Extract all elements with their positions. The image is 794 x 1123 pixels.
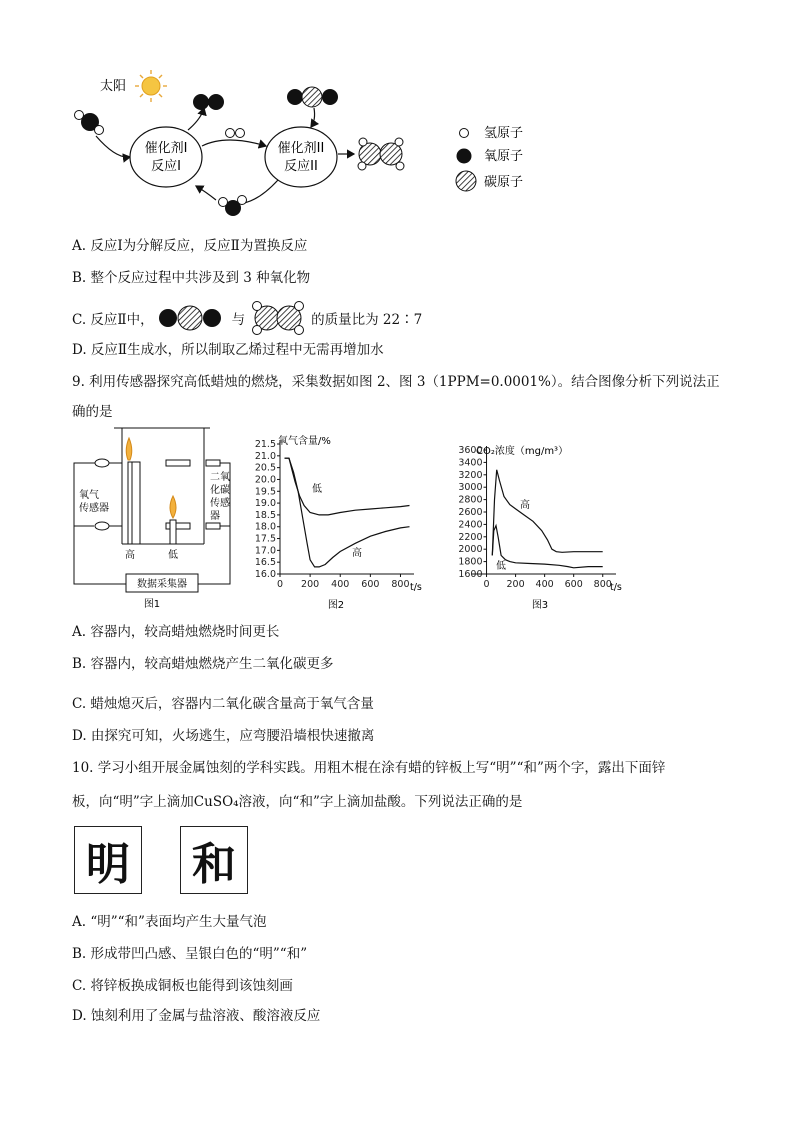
fig2-ylabel: 氧气含量/% [278,436,331,447]
y-tick-label: 19.5 [254,486,276,498]
x-tick-label: 0 [483,579,490,590]
y-tick-label: 18.5 [254,509,276,521]
y-tick-label: 17.5 [254,533,276,545]
reaction-2-label: 反应II [284,159,318,174]
tall-candle-flame-icon [126,438,132,460]
y-tick-label: 21.0 [254,450,276,462]
fig3-caption: 图3 [531,600,549,611]
q8-option-c-suffix: 的质量比为 22∶7 [311,312,423,328]
fig3-ylabel: CO₂浓度（mg/m³） [476,446,569,457]
y-tick-label: 3400 [458,457,483,469]
catalyst-1-label: 催化剂I [144,141,188,156]
oxygen-legend-icon [457,149,472,164]
high-candle-label: 高 [125,550,135,561]
x-tick-label: 200 [301,579,320,590]
q9-stem-line1: 9. 利用传感器探究高低蜡烛的燃烧，采集数据如图 2、图 3（1PPM=0.0001%）。结合图像分析下列说法正 [72,374,720,390]
q8-option-c-mid: 与 [231,312,246,328]
co2-sensor-label-1: 二氧 [210,472,230,483]
o2-sensor-label-2: 传感器 [79,503,109,514]
y-tick-label: 2000 [458,544,483,556]
reaction-diagram [66,64,566,224]
q8-option-b: B. 整个反应过程中共涉及到 3 种氧化物 [72,270,311,286]
y-tick-label: 18.0 [254,521,276,533]
co2-sensor-label-3: 传感 [210,498,230,509]
carbon-legend-icon [456,171,476,191]
etched-char-ming: 明 [74,826,142,894]
fig2-xunit: t/s [410,582,422,593]
y-tick-label: 3200 [458,469,483,481]
co2-sensor-label-2: 化碳 [210,485,230,496]
q9-option-a: A. 容器内，较高蜡烛燃烧时间更长 [72,624,280,640]
q10-option-b: B. 形成带凹凸感、呈银白色的“明”“和” [72,946,308,962]
x-tick-label: 800 [593,579,612,590]
x-tick-label: 0 [276,579,284,590]
catalyst-2-node [265,127,337,187]
low-candle-label: 低 [168,550,178,561]
series-line-1 [285,458,410,567]
reaction-1-label: 反应I [151,159,181,174]
x-tick-label: 800 [391,579,410,590]
ethylene-molecule-inline-icon [245,300,311,336]
series-line-0 [492,470,602,556]
fig1-apparatus [70,424,240,614]
o2-sensor-label-1: 氧气 [79,490,99,501]
legend-carbon: 碳原子 [484,175,524,190]
legend [456,126,523,191]
water-molecule-bottom-icon [219,196,247,217]
x-tick-label: 200 [506,579,525,590]
y-tick-label: 3000 [458,482,483,494]
q10-option-a: A. “明”“和”表面均产生大量气泡 [72,914,267,930]
co2-sensor-label-4: 器 [210,511,220,522]
etched-char-he: 和 [180,826,248,894]
y-tick-label: 17.0 [254,545,276,557]
water-molecule-icon [75,111,104,135]
y-tick-label: 1600 [458,569,483,580]
sun-label: 太阳 [100,79,127,94]
y-tick-label: 16.0 [254,569,276,580]
q10-stem-line2: 板，向“明”字上滴加CuSO₄溶液，向“和”字上滴加盐酸。下列说法正确的是 [72,794,523,810]
ethylene-molecule-icon [358,138,404,170]
fig3-high-label: 高 [520,500,530,511]
hydrogen-legend-icon [460,129,469,138]
y-tick-label: 3600 [458,445,483,456]
series-line-0 [285,458,410,515]
q10-option-d: D. 蚀刻利用了金属与盐溶液、酸溶液反应 [72,1008,321,1024]
q10-stem-line1: 10. 学习小组开展金属蚀刻的学科实践。用粗木棍在涂有蜡的锌板上写“明”“和”两个字，露出下面锌 [72,760,666,776]
x-tick-label: 600 [564,579,583,590]
chart-2-axes [255,439,414,590]
oxygen-molecule-icon [193,94,224,110]
y-tick-label: 1800 [458,556,483,568]
y-tick-label: 16.5 [254,557,276,569]
catalyst-1-node [130,127,202,187]
q9-option-b: B. 容器内，较高蜡烛燃烧产生二氧化碳更多 [72,656,334,672]
x-tick-label: 600 [361,579,380,590]
y-tick-label: 2600 [458,507,483,518]
collector-label: 数据采集器 [137,579,187,590]
y-tick-label: 20.5 [254,462,276,474]
fig3-xunit: t/s [610,582,622,593]
fig2-high-label: 高 [352,548,362,559]
q8-option-d: D. 反应Ⅱ生成水，所以制取乙烯过程中无需再增加水 [72,342,384,358]
fig2-o2-chart [240,430,430,614]
fig2-low-label: 低 [312,484,322,495]
hydrogen-molecule-icon [226,129,245,138]
y-tick-label: 19.0 [254,498,276,510]
y-tick-label: 20.0 [254,474,276,486]
q8-option-c [72,300,422,336]
legend-oxygen: 氧原子 [484,149,524,164]
y-tick-label: 2400 [458,519,483,531]
q8-option-c-prefix: C. 反应Ⅱ中， [72,312,154,328]
x-tick-label: 400 [331,579,350,590]
q9-stem-line2: 确的是 [72,404,113,420]
co2-molecule-icon [287,87,338,107]
co2-molecule-inline-icon [154,305,232,331]
series-line-1 [492,526,602,568]
catalyst-2-label: 催化剂II [277,141,325,156]
legend-hydrogen: 氢原子 [484,126,524,141]
fig1-caption: 图1 [143,599,161,610]
y-tick-label: 2800 [458,494,483,506]
fig2-caption: 图2 [327,600,345,611]
y-tick-label: 2200 [458,531,483,543]
y-tick-label: 21.5 [254,439,276,450]
short-candle-flame-icon [170,496,176,518]
q8-option-a: A. 反应Ⅰ为分解反应，反应Ⅱ为置换反应 [72,238,308,254]
q9-option-d: D. 由探究可知，火场逃生，应弯腰沿墙根快速撤离 [72,728,375,744]
x-tick-label: 400 [535,579,554,590]
sun-icon [135,70,167,102]
q10-option-c: C. 将锌板换成铜板也能得到该蚀刻画 [72,978,293,994]
q9-option-c: C. 蜡烛熄灭后，容器内二氧化碳含量高于氧气含量 [72,696,374,712]
fig3-low-label: 低 [496,561,506,572]
chart-3-axes [458,445,616,590]
fig3-co2-chart [432,438,632,614]
